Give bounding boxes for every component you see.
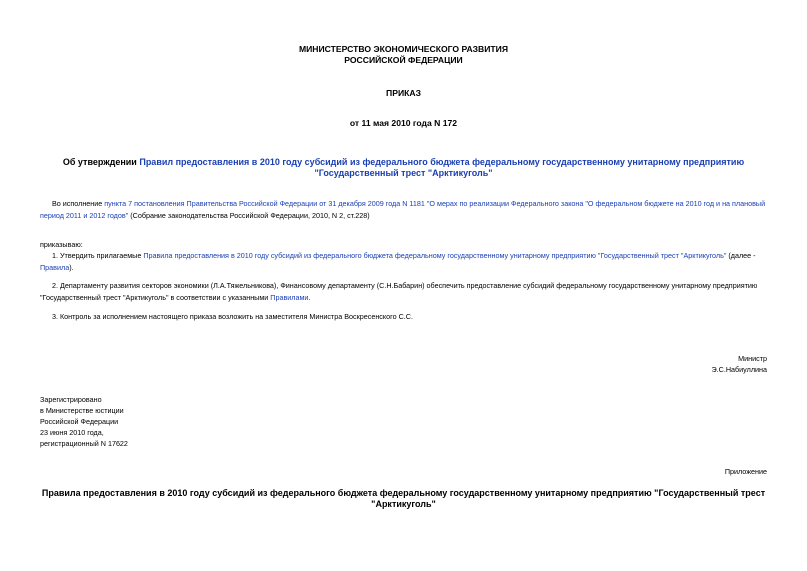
- item-1: [40, 250, 774, 273]
- item-3: 3. Контроль за исполнением настоящего приказа возложить на заместителя Министра Воскресенского С.С.: [52, 312, 413, 321]
- item-2: [40, 280, 774, 303]
- preamble: [40, 198, 774, 221]
- appendix-title: [20, 488, 787, 510]
- ministry-heading: [30, 44, 777, 66]
- page-title: [30, 157, 777, 179]
- title-link-rules[interactable]: Правил предоставления в 2010 году субсидий из федерального бюджета федеральному государственному унитарному предприятию: [139, 157, 745, 167]
- signature-name: Э.С.Набиуллина: [711, 365, 767, 374]
- date-number: от 11 мая 2010 года N 172: [349, 118, 458, 128]
- ministry-line-2: РОССИЙСКОЙ ФЕДЕРАЦИИ: [344, 55, 463, 65]
- ministry-line-1: МИНИСТЕРСТВО ЭКОНОМИЧЕСКОГО РАЗВИТИЯ: [298, 44, 509, 54]
- item-2-end: .: [308, 292, 311, 302]
- item-2-link-rules[interactable]: Правилами: [270, 292, 309, 302]
- item-1-text-2: (далее -: [726, 251, 756, 260]
- preamble-text-2: (Собрание законодательства Российской Федерации, 2010, N 2, ст.228): [128, 210, 370, 220]
- item-1-text-3: ).: [69, 262, 74, 272]
- registration-line-1: Зарегистрировано: [40, 395, 102, 404]
- item-1-text: 1. Утвердить прилагаемые: [52, 251, 144, 260]
- appendix-title-line-2: "Арктикуголь": [371, 499, 436, 509]
- appendix-title-line-1: Правила предоставления в 2010 году субсидий из федерального бюджета федеральному государственному унитарному предприятию "Государственный трест: [41, 488, 766, 498]
- item-2-line-2: "Государственный трест "Арктикуголь" в соответствии с указанными: [40, 292, 271, 302]
- registration-block: [40, 394, 128, 449]
- preamble-link-resolution[interactable]: пункта 7 постановления Правительства Российской Федерации от 31 декабря 2009 года N 1181 "О мерах по реализации Федерального закона "О федеральном бюджете на 2010 год и на плановый: [104, 199, 766, 208]
- registration-line-5: регистрационный N 17622: [40, 439, 128, 448]
- registration-line-2: в Министерстве юстиции: [40, 406, 124, 415]
- registration-line-3: Российской Федерации: [40, 417, 119, 426]
- doc-type: ПРИКАЗ: [386, 88, 421, 98]
- title-prefix: Об утверждении: [62, 157, 140, 167]
- title-link-rules-cont[interactable]: "Государственный трест "Арктикуголь": [314, 168, 493, 178]
- item-2-line-1: 2. Департаменту развития секторов экономики (Л.А.Тяжельникова), Финансовому департаменту (С.Н.Бабарин) обеспечить предоставление субсидий федеральному государственному унитарному предприятию: [52, 281, 758, 290]
- preamble-text-1: Во исполнение: [52, 199, 105, 208]
- preamble-link-resolution-cont[interactable]: период 2011 и 2012 годов": [40, 210, 129, 220]
- signature-position: Министр: [738, 354, 767, 363]
- registration-line-4: 23 июня 2010 года,: [40, 428, 104, 437]
- order-word: приказываю:: [40, 240, 83, 249]
- appendix-label: Приложение: [724, 467, 767, 476]
- signature-block: [712, 353, 767, 375]
- item-1-link-rules[interactable]: Правила предоставления в 2010 году субсидий из федерального бюджета федеральному государственному унитарному предприятию "Государственный трест "Арктикуголь": [143, 251, 727, 260]
- item-1-link-rules-short[interactable]: Правила: [40, 262, 70, 272]
